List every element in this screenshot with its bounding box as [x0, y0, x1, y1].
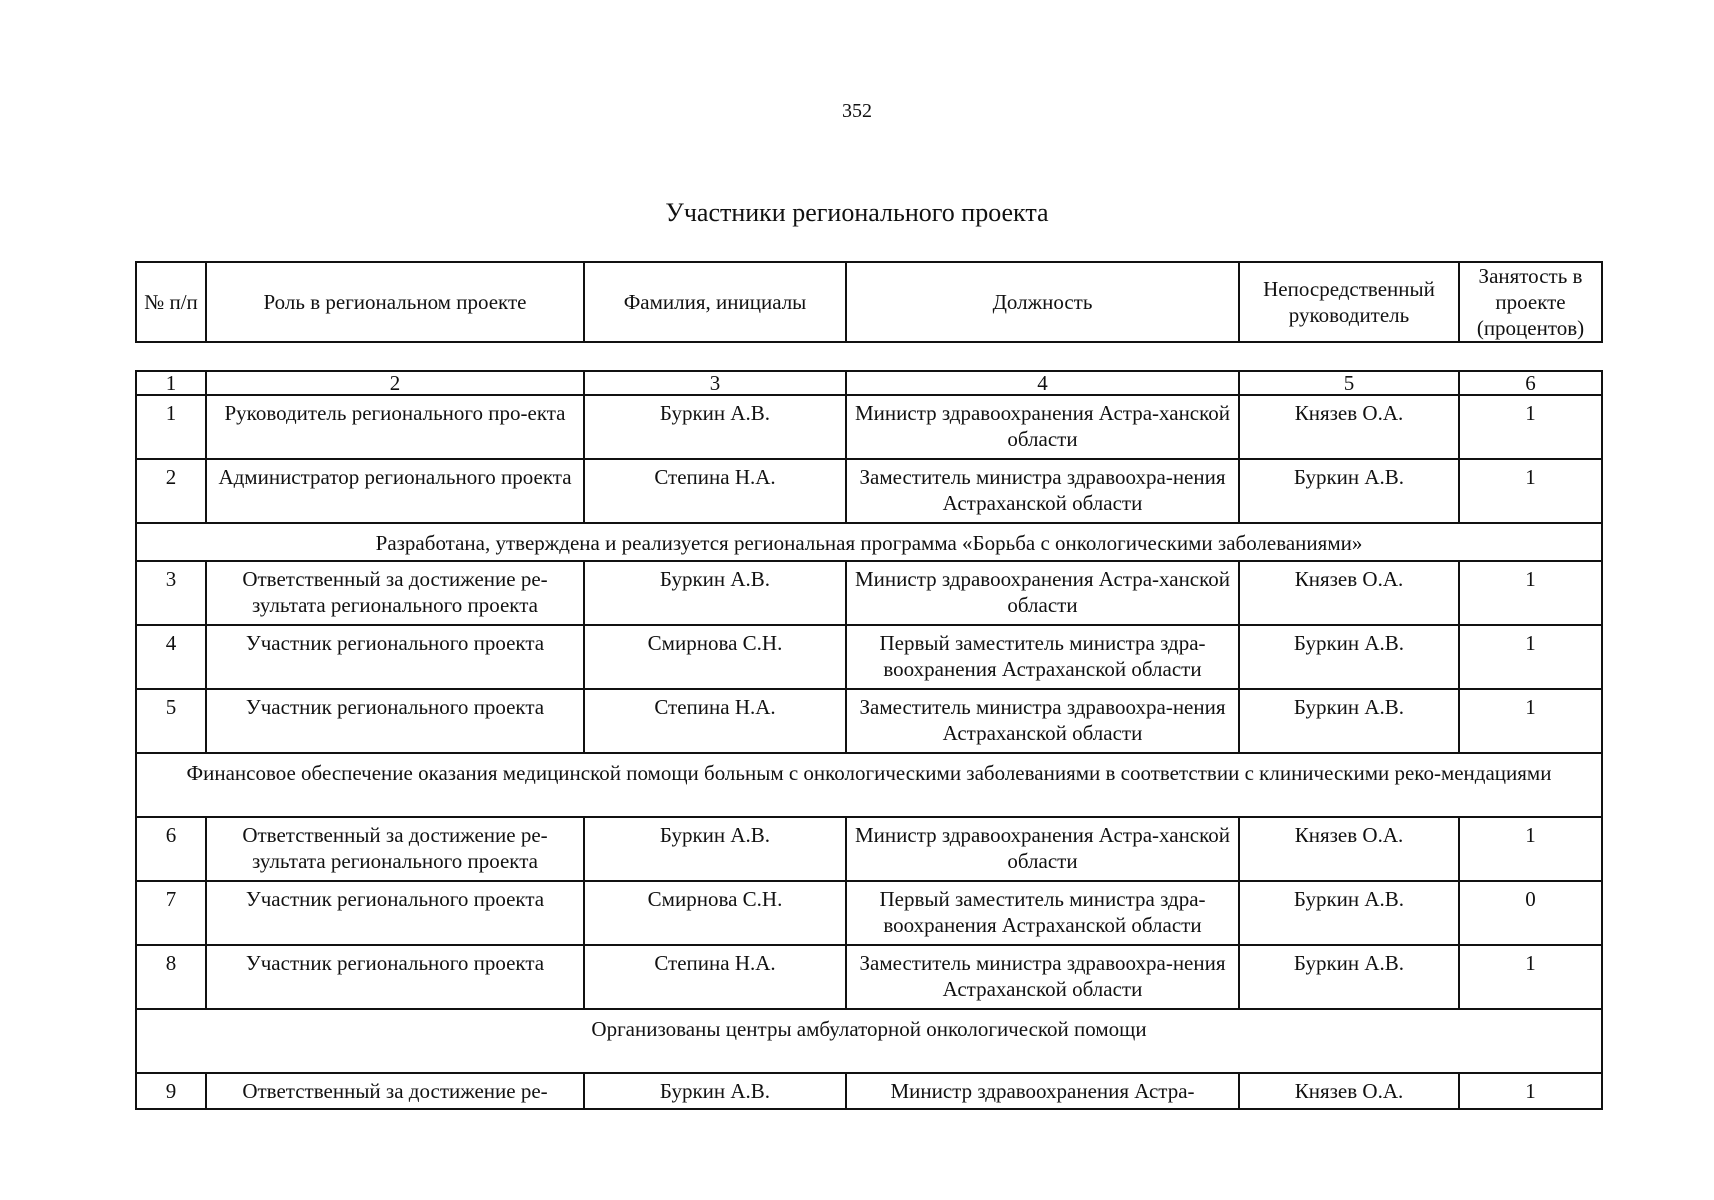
header-cell-role: Роль в региональном проекте — [206, 262, 584, 342]
cell-employment: 1 — [1459, 1073, 1602, 1109]
column-number-cell: 2 — [206, 371, 584, 395]
section-heading: Разработана, утверждена и реализуется региональная программа «Борьба с онкологическими заболеваниями» — [136, 523, 1602, 561]
cell-position: Министр здравоохранения Астра- — [846, 1073, 1239, 1109]
header-cell-position: Должность — [846, 262, 1239, 342]
cell-number: 9 — [136, 1073, 206, 1109]
column-number-cell: 5 — [1239, 371, 1459, 395]
cell-employment: 1 — [1459, 561, 1602, 625]
cell-role: Ответственный за достижение ре-зультата регионального проекта — [206, 817, 584, 881]
cell-name: Смирнова С.Н. — [584, 625, 846, 689]
cell-name: Буркин А.В. — [584, 1073, 846, 1109]
cell-number: 5 — [136, 689, 206, 753]
table-row — [136, 395, 1602, 459]
table-row — [136, 689, 1602, 753]
column-number-cell: 6 — [1459, 371, 1602, 395]
header-cell-employment: Занятость в проекте (процентов) — [1459, 262, 1602, 342]
cell-supervisor: Князев О.А. — [1239, 817, 1459, 881]
section-row — [136, 753, 1602, 817]
column-number-row — [136, 371, 1602, 395]
participants-table-header — [135, 261, 1603, 343]
cell-name: Буркин А.В. — [584, 395, 846, 459]
header-cell-name: Фамилия, инициалы — [584, 262, 846, 342]
cell-position: Заместитель министра здравоохра-нения Астраханской области — [846, 459, 1239, 523]
cell-employment: 1 — [1459, 817, 1602, 881]
cell-name: Степина Н.А. — [584, 689, 846, 753]
table-row — [136, 1073, 1602, 1109]
cell-supervisor: Князев О.А. — [1239, 561, 1459, 625]
cell-position: Первый заместитель министра здра-воохранения Астраханской области — [846, 881, 1239, 945]
participants-table — [135, 370, 1603, 1110]
cell-supervisor: Буркин А.В. — [1239, 881, 1459, 945]
cell-role: Администратор регионального проекта — [206, 459, 584, 523]
cell-number: 1 — [136, 395, 206, 459]
cell-supervisor: Буркин А.В. — [1239, 945, 1459, 1009]
table-row — [136, 459, 1602, 523]
section-row — [136, 523, 1602, 561]
column-number-cell: 1 — [136, 371, 206, 395]
cell-position: Министр здравоохранения Астра-ханской области — [846, 561, 1239, 625]
cell-role: Участник регионального проекта — [206, 689, 584, 753]
cell-position: Первый заместитель министра здра-воохранения Астраханской области — [846, 625, 1239, 689]
cell-employment: 1 — [1459, 459, 1602, 523]
header-cell-supervisor: Непосредственный руководитель — [1239, 262, 1459, 342]
cell-supervisor: Буркин А.В. — [1239, 689, 1459, 753]
cell-name: Смирнова С.Н. — [584, 881, 846, 945]
cell-role: Ответственный за достижение ре- — [206, 1073, 584, 1109]
column-number-cell: 4 — [846, 371, 1239, 395]
cell-employment: 1 — [1459, 625, 1602, 689]
table-row — [136, 625, 1602, 689]
cell-position: Министр здравоохранения Астра-ханской области — [846, 817, 1239, 881]
cell-employment: 1 — [1459, 689, 1602, 753]
cell-name: Степина Н.А. — [584, 945, 846, 1009]
table-row — [136, 817, 1602, 881]
column-number-cell: 3 — [584, 371, 846, 395]
cell-number: 6 — [136, 817, 206, 881]
cell-number: 7 — [136, 881, 206, 945]
header-row — [136, 262, 1602, 342]
cell-role: Ответственный за достижение ре-зультата регионального проекта — [206, 561, 584, 625]
cell-employment: 1 — [1459, 395, 1602, 459]
section-heading: Организованы центры амбулаторной онкологической помощи — [136, 1009, 1602, 1073]
cell-role: Участник регионального проекта — [206, 945, 584, 1009]
page-number: 352 — [842, 100, 872, 122]
cell-name: Степина Н.А. — [584, 459, 846, 523]
cell-name: Буркин А.В. — [584, 561, 846, 625]
cell-role: Руководитель регионального про-екта — [206, 395, 584, 459]
cell-role: Участник регионального проекта — [206, 881, 584, 945]
header-cell-number: № п/п — [136, 262, 206, 342]
table-row — [136, 945, 1602, 1009]
cell-supervisor: Князев О.А. — [1239, 1073, 1459, 1109]
section-row — [136, 1009, 1602, 1073]
cell-number: 8 — [136, 945, 206, 1009]
cell-role: Участник регионального проекта — [206, 625, 584, 689]
table-row — [136, 881, 1602, 945]
cell-employment: 0 — [1459, 881, 1602, 945]
cell-position: Министр здравоохранения Астра-ханской области — [846, 395, 1239, 459]
cell-number: 4 — [136, 625, 206, 689]
cell-number: 2 — [136, 459, 206, 523]
cell-position: Заместитель министра здравоохра-нения Астраханской области — [846, 689, 1239, 753]
cell-position: Заместитель министра здравоохра-нения Астраханской области — [846, 945, 1239, 1009]
cell-supervisor: Князев О.А. — [1239, 395, 1459, 459]
cell-supervisor: Буркин А.В. — [1239, 625, 1459, 689]
cell-supervisor: Буркин А.В. — [1239, 459, 1459, 523]
document-title: Участники регионального проекта — [665, 198, 1049, 227]
table-row — [136, 561, 1602, 625]
cell-employment: 1 — [1459, 945, 1602, 1009]
section-heading: Финансовое обеспечение оказания медицинской помощи больным с онкологическими заболеваниями в соответствии с клиническими реко-мендациями — [136, 753, 1602, 817]
cell-name: Буркин А.В. — [584, 817, 846, 881]
cell-number: 3 — [136, 561, 206, 625]
